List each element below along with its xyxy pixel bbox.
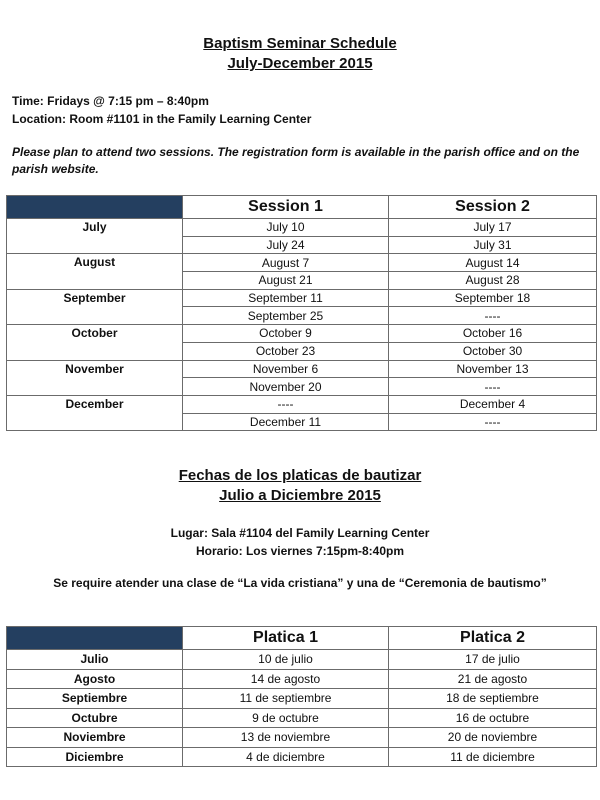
platica-1-header: Platica 1 [183, 627, 389, 650]
session-2-cell: November 13 [389, 360, 597, 378]
table-row [7, 289, 597, 307]
month-cell: September [7, 289, 183, 324]
english-subtitle: July-December 2015 [227, 55, 373, 72]
session-1-cell: July 10 [183, 219, 389, 237]
month-cell: October [7, 325, 183, 360]
table-row [7, 254, 597, 272]
session-2-cell: October 16 [389, 325, 597, 343]
table-row [7, 747, 597, 767]
spanish-title: Fechas de los platicas de bautizar [178, 467, 422, 484]
session-1-cell: October 9 [183, 325, 389, 343]
spanish-horario: Horario: Los viernes 7:15pm-8:40pm [195, 544, 405, 558]
table-row [7, 325, 597, 343]
platica-1-cell: 4 de diciembre [183, 747, 389, 767]
english-title: Baptism Seminar Schedule [203, 35, 397, 52]
session-2-cell: July 17 [389, 219, 597, 237]
table-row [7, 395, 597, 413]
platica-1-cell: 13 de noviembre [183, 728, 389, 748]
session-2-cell: ---- [389, 413, 597, 431]
table-header-row [7, 196, 597, 219]
spanish-lugar: Lugar: Sala #1104 del Family Learning Center [170, 526, 430, 540]
english-schedule-table [6, 195, 597, 431]
month-cell: November [7, 360, 183, 395]
session-1-cell: August 7 [183, 254, 389, 272]
table-row [7, 689, 597, 709]
session-1-cell: September 11 [183, 289, 389, 307]
table-header-row [7, 627, 597, 650]
month-cell: Julio [7, 650, 183, 670]
spanish-schedule-table [6, 626, 597, 767]
session-1-cell: ---- [183, 395, 389, 413]
session-2-cell: October 30 [389, 342, 597, 360]
session-1-cell: November 20 [183, 378, 389, 396]
platica-2-cell: 18 de septiembre [389, 689, 597, 709]
session-2-cell: July 31 [389, 236, 597, 254]
spanish-title-block [0, 466, 600, 506]
session-2-cell: August 28 [389, 272, 597, 290]
session-2-cell: August 14 [389, 254, 597, 272]
platica-2-cell: 20 de noviembre [389, 728, 597, 748]
session-1-cell: August 21 [183, 272, 389, 290]
platica-2-cell: 17 de julio [389, 650, 597, 670]
month-cell: July [7, 219, 183, 254]
platica-2-cell: 21 de agosto [389, 669, 597, 689]
spanish-meta [0, 524, 600, 560]
session-1-cell: October 23 [183, 342, 389, 360]
spanish-subtitle: Julio a Diciembre 2015 [219, 487, 381, 504]
session-1-cell: December 11 [183, 413, 389, 431]
platica-1-cell: 11 de septiembre [183, 689, 389, 709]
table-row [7, 650, 597, 670]
month-cell: Noviembre [7, 728, 183, 748]
header-fill-cell [7, 196, 183, 219]
session-1-cell: July 24 [183, 236, 389, 254]
month-cell: Septiembre [7, 689, 183, 709]
month-cell: Agosto [7, 669, 183, 689]
platica-1-cell: 9 de octubre [183, 708, 389, 728]
english-note: Please plan to attend two sessions. The registration form is available in the parish office and on the parish website. [12, 145, 580, 176]
platica-2-cell: 16 de octubre [389, 708, 597, 728]
month-cell: Octubre [7, 708, 183, 728]
table-row [7, 669, 597, 689]
english-time: Time: Fridays @ 7:15 pm – 8:40pm [12, 94, 209, 108]
platica-2-cell: 11 de diciembre [389, 747, 597, 767]
table-row [7, 360, 597, 378]
session-1-cell: November 6 [183, 360, 389, 378]
session-2-cell: September 18 [389, 289, 597, 307]
session-1-header: Session 1 [183, 196, 389, 219]
month-cell: August [7, 254, 183, 289]
platica-1-cell: 14 de agosto [183, 669, 389, 689]
session-1-cell: September 25 [183, 307, 389, 325]
table-row [7, 219, 597, 237]
session-2-cell: December 4 [389, 395, 597, 413]
month-cell: Diciembre [7, 747, 183, 767]
session-2-cell: ---- [389, 307, 597, 325]
header-fill-cell [7, 627, 183, 650]
table-row [7, 708, 597, 728]
english-location: Location: Room #1101 in the Family Learning Center [12, 112, 312, 126]
english-meta [12, 92, 592, 128]
session-2-cell: ---- [389, 378, 597, 396]
platica-2-header: Platica 2 [389, 627, 597, 650]
session-2-header: Session 2 [389, 196, 597, 219]
platica-1-cell: 10 de julio [183, 650, 389, 670]
table-row [7, 728, 597, 748]
month-cell: December [7, 395, 183, 430]
english-title-block [0, 34, 600, 74]
spanish-note: Se require atender una clase de “La vida cristiana” y una de “Ceremonia de bautismo” [53, 576, 547, 590]
